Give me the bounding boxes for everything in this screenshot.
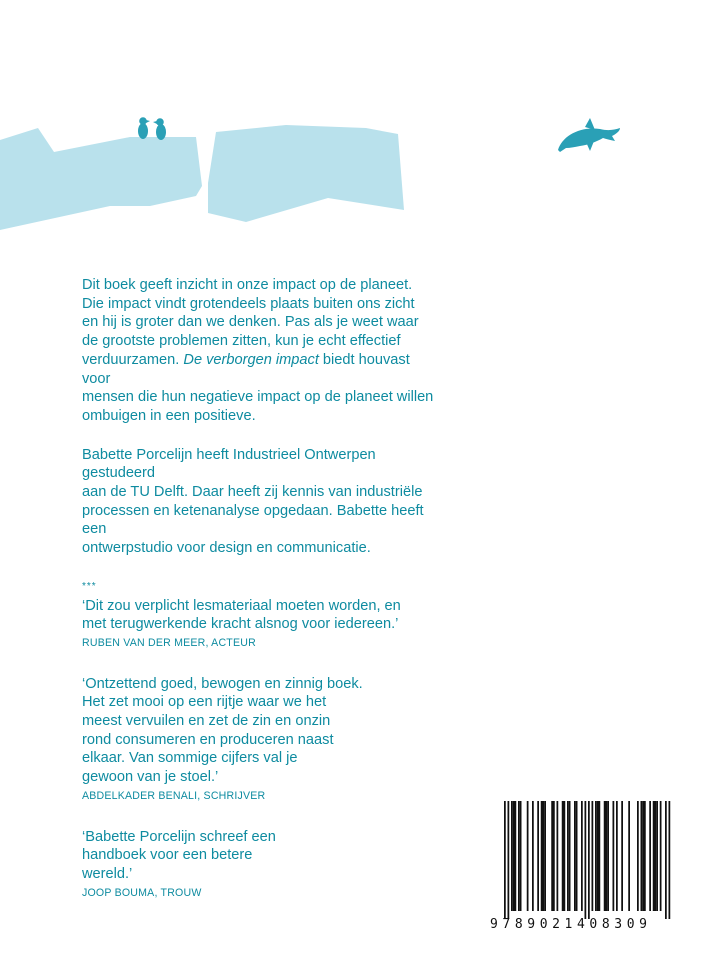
quote-line: elkaar. Van sommige cijfers val je bbox=[82, 750, 298, 767]
quote-line: wereld.’ bbox=[82, 865, 133, 882]
barcode-bar bbox=[585, 801, 587, 919]
barcode-bar bbox=[616, 801, 618, 911]
ice-floe-right bbox=[208, 125, 404, 222]
quote-line: ‘Babette Porcelijn schreef een bbox=[82, 828, 276, 845]
barcode-bar bbox=[606, 801, 608, 911]
barcode-bar bbox=[541, 801, 543, 911]
barcode-bar bbox=[588, 801, 590, 919]
barcode-bar bbox=[597, 801, 599, 911]
barcode-bar bbox=[595, 801, 597, 911]
barcode-bar bbox=[574, 801, 576, 911]
barcode-bar bbox=[637, 801, 639, 911]
barcode-bar bbox=[628, 801, 630, 911]
barcode-bar bbox=[644, 801, 646, 911]
barcode-bar bbox=[508, 801, 510, 919]
barcode-bar bbox=[607, 801, 609, 911]
cover-illustration bbox=[0, 0, 702, 250]
intro-paragraph bbox=[82, 276, 442, 426]
quote-attribution: RUBEN VAN DER MEER, ACTEUR bbox=[82, 636, 256, 649]
quote-attribution: JOOP BOUMA, TROUW bbox=[82, 886, 202, 899]
dolphin-silhouette-icon bbox=[558, 118, 620, 152]
barcode-bar bbox=[567, 801, 569, 911]
intro-line: de grootste problemen zitten, kun je echt effectief bbox=[82, 333, 401, 350]
quote-line: met terugwerkende kracht alsnog voor iedereen.’ bbox=[82, 616, 399, 633]
barcode-bar bbox=[641, 801, 643, 911]
barcode-bar bbox=[527, 801, 529, 911]
author-bio bbox=[82, 446, 442, 558]
intro-line: Die impact vindt grotendeels plaats buiten ons zicht bbox=[82, 295, 415, 312]
quote-line: rond consumeren en produceren naast bbox=[82, 731, 334, 748]
barcode-bar bbox=[581, 801, 583, 911]
quote-line: Het zet mooi op een rijtje waar we het bbox=[82, 694, 327, 711]
barcode-bar bbox=[653, 801, 655, 911]
intro-text: biedt houvast voor bbox=[82, 351, 410, 387]
quote-block bbox=[82, 828, 442, 903]
barcode-bar bbox=[599, 801, 601, 911]
barcode bbox=[486, 801, 676, 931]
barcode-bar bbox=[604, 801, 606, 911]
barcode-bar bbox=[532, 801, 534, 911]
barcode-bar bbox=[621, 801, 623, 911]
quote-line: handboek voor een betere bbox=[82, 847, 253, 864]
barcode-bar bbox=[564, 801, 566, 911]
barcode-bar bbox=[665, 801, 667, 919]
quote-line: meest vervuilen en zet de zin en onzin bbox=[82, 713, 331, 730]
barcode-bar bbox=[520, 801, 522, 911]
barcode-bar bbox=[656, 801, 658, 911]
penguins-silhouette-icon bbox=[138, 117, 166, 140]
barcode-bar bbox=[553, 801, 555, 911]
barcode-bar bbox=[576, 801, 578, 911]
barcode-bar bbox=[511, 801, 513, 911]
intro-line: Dit boek geeft inzicht in onze impact op de planeet. bbox=[82, 277, 413, 293]
quote-attribution: ABDELKADER BENALI, SCHRIJVER bbox=[82, 789, 266, 802]
book-title: De verborgen impact bbox=[183, 351, 319, 368]
barcode-bar bbox=[537, 801, 539, 911]
barcode-bar bbox=[518, 801, 520, 911]
intro-line: mensen die hun negatieve impact op de planeet willen bbox=[82, 389, 434, 406]
barcode-bar bbox=[562, 801, 564, 911]
intro-text: verduurzamen. bbox=[82, 351, 184, 368]
intro-line bbox=[82, 351, 442, 388]
back-cover-text bbox=[82, 276, 442, 924]
barcode-bar bbox=[649, 801, 651, 911]
barcode-bar bbox=[592, 801, 594, 911]
barcode-bar bbox=[669, 801, 671, 919]
quote-block bbox=[82, 675, 442, 806]
quote-line: ‘Dit zou verplicht lesmateriaal moeten worden, en bbox=[82, 597, 401, 614]
barcode-bar bbox=[543, 801, 545, 911]
barcode-bar bbox=[569, 801, 571, 911]
barcode-bar bbox=[515, 801, 517, 911]
barcode-bar bbox=[660, 801, 662, 911]
quote-line: gewoon van je stoel.’ bbox=[82, 769, 219, 786]
bio-line: Babette Porcelijn heeft Industrieel Ontwerpen gestudeerd bbox=[82, 446, 376, 482]
barcode-bar bbox=[642, 801, 644, 911]
bio-line: processen en ketenanalyse opgedaan. Babette heeft een bbox=[82, 502, 424, 538]
bio-line: aan de TU Delft. Daar heeft zij kennis van industriële bbox=[82, 484, 423, 501]
barcode-bar bbox=[551, 801, 553, 911]
ice-floe-left bbox=[0, 128, 202, 230]
quote-block bbox=[82, 597, 442, 653]
barcode-bar bbox=[655, 801, 657, 911]
intro-line: en hij is groter dan we denken. Pas als je weet waar bbox=[82, 314, 419, 331]
quote-line: ‘Ontzettend goed, bewogen en zinnig boek. bbox=[82, 675, 363, 692]
section-divider: *** bbox=[82, 580, 97, 592]
bio-line: ontwerpstudio voor design en communicatie. bbox=[82, 540, 371, 557]
barcode-bar bbox=[557, 801, 559, 911]
barcode-bar bbox=[544, 801, 546, 911]
barcode-bar bbox=[613, 801, 615, 911]
barcode-bar bbox=[504, 801, 506, 919]
isbn-number: 9789021408309 bbox=[490, 917, 652, 932]
intro-line: ombuigen in een positieve. bbox=[82, 407, 256, 424]
barcode-bar bbox=[513, 801, 515, 911]
